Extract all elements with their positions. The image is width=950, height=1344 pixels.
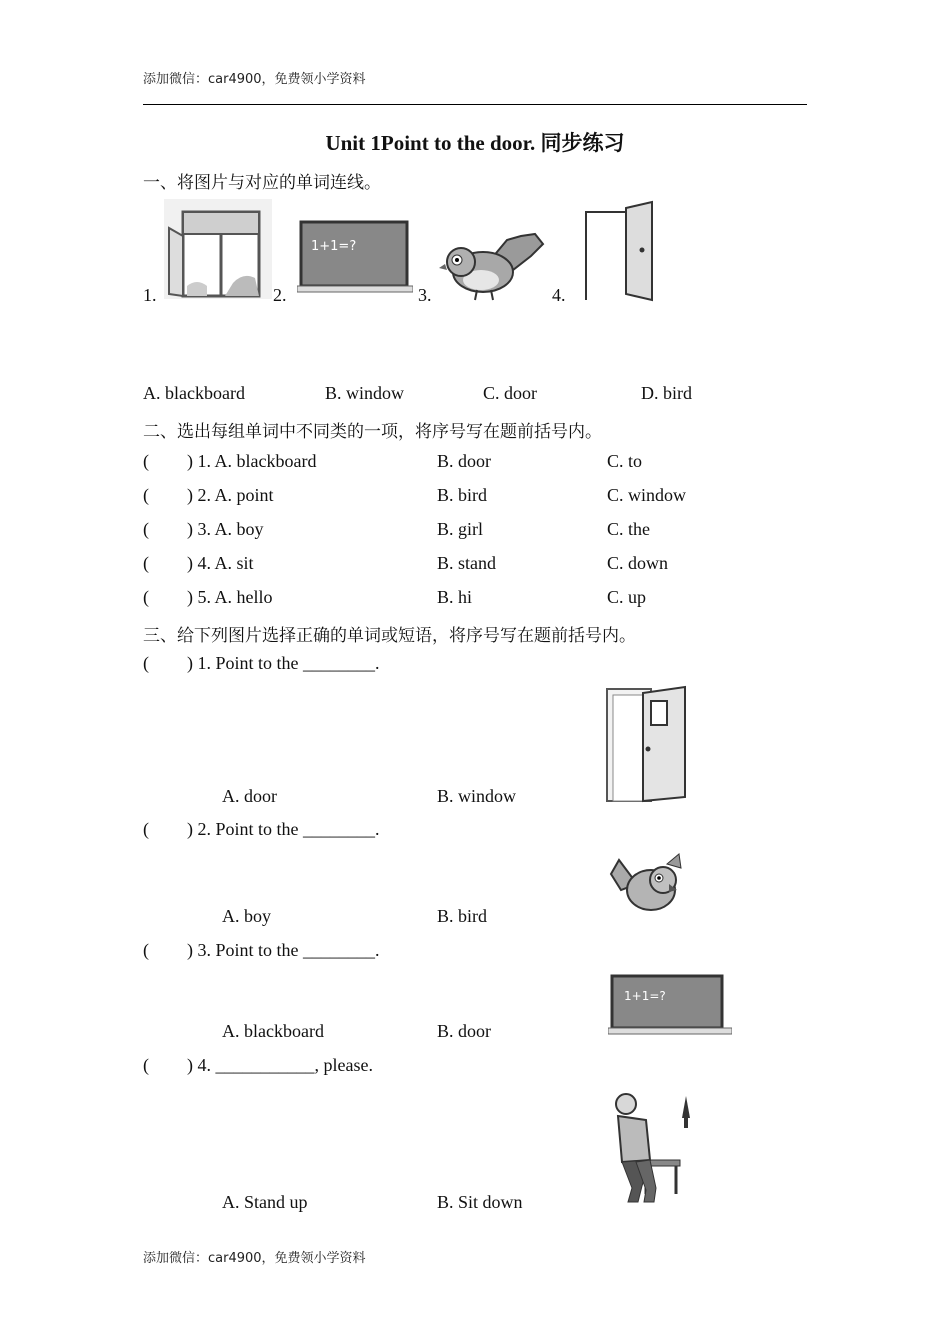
option-b: B. door — [437, 451, 491, 471]
answer-bracket: ( — [143, 451, 149, 471]
option-b: B. girl — [437, 519, 484, 539]
question-text: ) 5. A. hello — [187, 587, 273, 607]
section2-heading: 二、选出每组单词中不同类的一项，将序号写在题前括号内。 — [143, 422, 602, 442]
header-text: 添加微信：car4900，免费领小学资料 — [143, 72, 366, 87]
question-text: ) 4. A. sit — [187, 553, 254, 573]
option-a: A. Stand up — [222, 1192, 308, 1212]
word-a: A. blackboard — [143, 383, 245, 403]
option-b: B. hi — [437, 587, 473, 607]
blackboard-icon — [297, 220, 413, 296]
picture-number-4: 4. — [552, 285, 566, 305]
bird-icon — [607, 850, 687, 922]
blackboard-text: 1+1=? — [624, 989, 666, 1003]
question-text: ) 3. Point to the ________. — [187, 940, 380, 960]
option-c: C. window — [607, 485, 687, 505]
blackboard-icon — [608, 972, 732, 1038]
answer-bracket: ( — [143, 485, 149, 505]
picture-number-2: 2. — [273, 285, 287, 305]
question-text: ) 3. A. boy — [187, 519, 264, 539]
section1-heading: 一、将图片与对应的单词连线。 — [143, 173, 381, 193]
picture-number-3: 3. — [418, 285, 432, 305]
question-text: ) 2. Point to the ________. — [187, 819, 380, 839]
header-rule — [143, 104, 807, 105]
option-b: B. window — [437, 786, 517, 806]
page-title: Unit 1Point to the door. 同步练习 — [325, 131, 625, 155]
option-b: B. door — [437, 1021, 491, 1041]
option-c: C. down — [607, 553, 669, 573]
answer-bracket: ( — [143, 553, 149, 573]
option-b: B. stand — [437, 553, 497, 573]
answer-bracket: ( — [143, 653, 149, 673]
answer-bracket: ( — [143, 587, 149, 607]
question-text: ) 1. A. blackboard — [187, 451, 317, 471]
question-text: ) 2. A. point — [187, 485, 274, 505]
option-b: B. bird — [437, 906, 488, 926]
answer-bracket: ( — [143, 519, 149, 539]
option-c: C. the — [607, 519, 650, 539]
answer-bracket: ( — [143, 1055, 149, 1075]
picture-number-1: 1. — [143, 285, 157, 305]
open-door-icon — [605, 685, 691, 803]
answer-bracket: ( — [143, 819, 149, 839]
option-b: B. Sit down — [437, 1192, 523, 1212]
option-c: C. up — [607, 587, 647, 607]
question-text: ) 4. ___________, please. — [187, 1055, 373, 1075]
option-a: A. blackboard — [222, 1021, 324, 1041]
word-d: D. bird — [641, 383, 692, 403]
answer-bracket: ( — [143, 940, 149, 960]
window-icon — [163, 198, 273, 300]
door-icon — [582, 200, 662, 302]
footer-text: 添加微信：car4900，免费领小学资料 — [143, 1251, 366, 1266]
section3-heading: 三、给下列图片选择正确的单词或短语，将序号写在题前括号内。 — [143, 626, 636, 646]
option-a: A. door — [222, 786, 277, 806]
word-b: B. window — [325, 383, 405, 403]
option-b: B. bird — [437, 485, 488, 505]
bird-icon — [437, 228, 550, 302]
option-a: A. boy — [222, 906, 271, 926]
word-c: C. door — [483, 383, 537, 403]
option-c: C. to — [607, 451, 643, 471]
man-standing-up-icon — [606, 1090, 696, 1208]
question-text: ) 1. Point to the ________. — [187, 653, 380, 673]
blackboard-text: 1+1=? — [311, 239, 357, 254]
